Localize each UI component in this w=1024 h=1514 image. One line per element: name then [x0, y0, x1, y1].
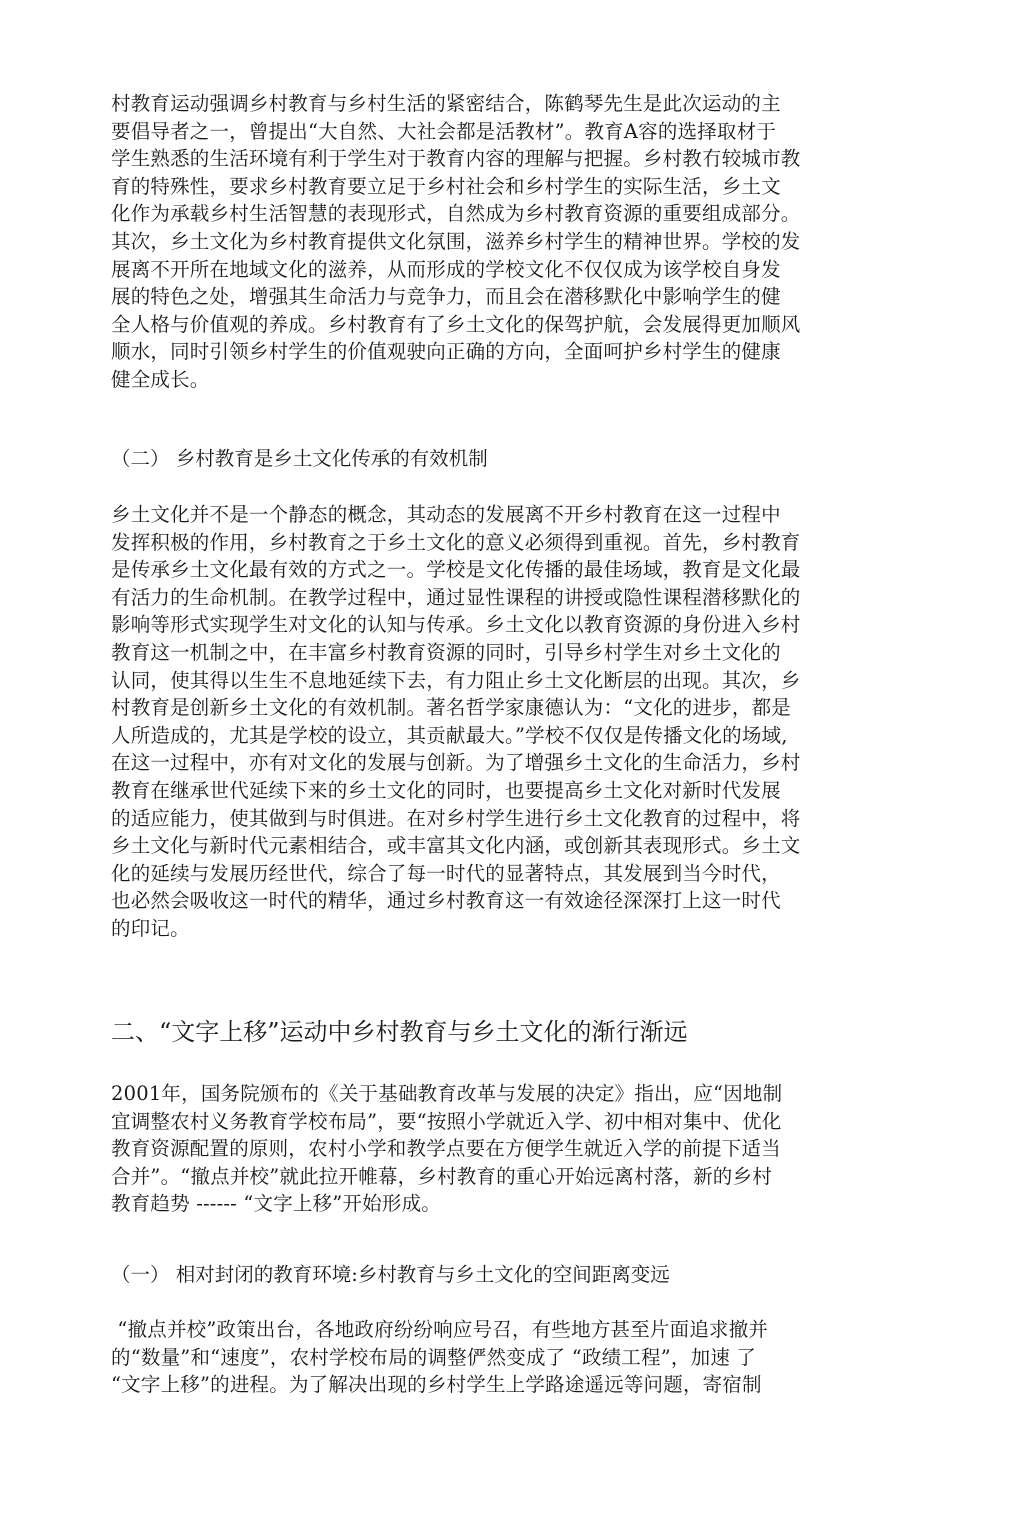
text-line: 有活力的生命机制。在教学过程中，通过显性课程的讲授或隐性课程潜移默化的	[111, 585, 801, 609]
text-line: 的印记。	[111, 916, 190, 940]
subheading-closed-education-environment: （一） 相对封闭的教育环境:乡村教育与乡土文化的空间距离变远	[111, 1263, 670, 1286]
text-line: 宜调整农村义务教育学校布局”，要“按照小学就近入学、初中相对集中、优化	[111, 1109, 782, 1133]
text-line: 化作为承载乡村生活智慧的表现形式，自然成为乡村教育资源的重要组成部分。	[111, 202, 801, 226]
text-line: 展的特色之处，增强其生命活力与竞争力，而且会在潜移默化中影响学生的健	[111, 285, 781, 309]
text-line: “撤点并校”政策出台，各地政府纷纷响应号召，有些地方甚至片面追求撤并	[111, 1318, 769, 1341]
text-line: 乡土文化并不是一个静态的概念，其动态的发展离不开乡村教育在这一过程中	[111, 503, 781, 526]
paragraph-consolidation-effects	[111, 1316, 768, 1399]
text-line: 要倡导者之一，曾提出“大自然、大社会都是活教材”。教育A容的选择取材于	[111, 119, 777, 143]
paragraph-cultural-transmission	[111, 501, 801, 943]
text-line: 顺水，同时引领乡村学生的价值观驶向正确的方向，全面呵护乡村学生的健康	[111, 340, 781, 364]
text-line: 村教育是创新乡土文化的有效机制。著名哲学家康德认为：“文化的进步，都是	[111, 696, 791, 720]
text-line: 在这一过程中，亦有对文化的发展与创新。为了增强乡土文化的生命活力，乡村	[111, 751, 801, 775]
text-line: 学生熟悉的生活环境有利于学生对于教育内容的理解与把握。乡村教冇较城市教	[111, 147, 801, 171]
text-line: 健全成长。	[111, 367, 210, 391]
text-line: 认同，使其得以生生不息地延续下去，有力阻止乡土文化断层的出现。其次，乡	[111, 668, 801, 692]
text-line: 人所造成的，尤其是学校的设立，其贡献最大。”学校不仅仅是传播文化的场域,	[111, 723, 788, 747]
paragraph-rural-education-and-local-culture	[111, 90, 801, 394]
text-line: 是传承乡土文化最有效的方式之一。学校是文化传播的最佳场域，教育是文化最	[111, 558, 801, 582]
text-line: 发挥积极的作用，乡村教育之于乡土文化的意义必须得到重视。首先，乡村教育	[111, 530, 801, 554]
text-line: 化的延续与发展历经世代，综合了每一时代的显著特点，其发展到当今时代，	[111, 861, 781, 885]
subheading-cultural-transmission-mechanism: （二） 乡村教育是乡土文化传承的有效机制	[111, 447, 488, 470]
text-line: 展离不开所在地域文化的滋养，从而形成的学校文化不仅仅成为该学校自身发	[111, 257, 781, 281]
text-line: 也必然会吸收这一时代的精华，通过乡村教育这一有效途径深深打上这一时代	[111, 889, 781, 913]
text-line: 教育这一机制之中，在丰富乡村教育资源的同时，引导乡村学生对乡土文化的	[111, 640, 781, 664]
paragraph-school-consolidation-policy	[111, 1080, 782, 1218]
text-line: 育的特殊性，要求乡村教育要立足于乡村社会和乡村学生的实际生活，乡土文	[111, 174, 781, 198]
text-line: 教育趋势 ------ “文字上移”开始形成。	[111, 1192, 441, 1216]
text-line: 乡土文化与新时代元素相结合，或丰富其文化内涵，或创新其表现形式。乡土文	[111, 834, 801, 858]
text-line: “文字上移”的进程。为了解决出现的乡村学生上学路途遥远等问题，寄宿制	[111, 1373, 762, 1397]
section-heading-text-upward-movement: 二、“文字上移”运动中乡村教育与乡土文化的渐行渐远	[111, 1018, 688, 1046]
text-line: 的适应能力，使其做到与时俱进。在对乡村学生进行乡土文化教育的过程中，将	[111, 806, 801, 830]
text-line: 其次，乡土文化为乡村教育提供文化氛围，滋养乡村学生的精神世界。学校的发	[111, 229, 801, 253]
text-line: 村教育运动强调乡村教育与乡村生活的紧密结合，陈鹤琴先生是此次运动的主	[111, 92, 781, 115]
text-line: 教育在继承世代延续下来的乡土文化的同时，也要提高乡土文化对新时代发展	[111, 778, 781, 802]
text-line: 合并”。“撤点并校”就此拉开帷幕，乡村教育的重心开始远离村落，新的乡村	[111, 1164, 772, 1188]
text-line: 全人格与价值观的养成。乡村教育有了乡土文化的保驾护航，会发展得更加顺风	[111, 312, 801, 336]
text-line: 教育资源配置的原则，农村小学和教学点要在方便学生就近入学的前提下适当	[111, 1137, 781, 1161]
text-line: 影响等形式实现学生对文化的认知与传承。乡土文化以教育资源的身份进入乡村	[111, 613, 801, 637]
text-line: 的“数量”和“速度”，农村学校布局的调整俨然变成了 “政绩工程”，加速 了	[111, 1345, 757, 1369]
text-line: 2001年，国务院颁布的《关于基础教育改革与发展的决定》指出，应“因地制	[111, 1082, 783, 1105]
